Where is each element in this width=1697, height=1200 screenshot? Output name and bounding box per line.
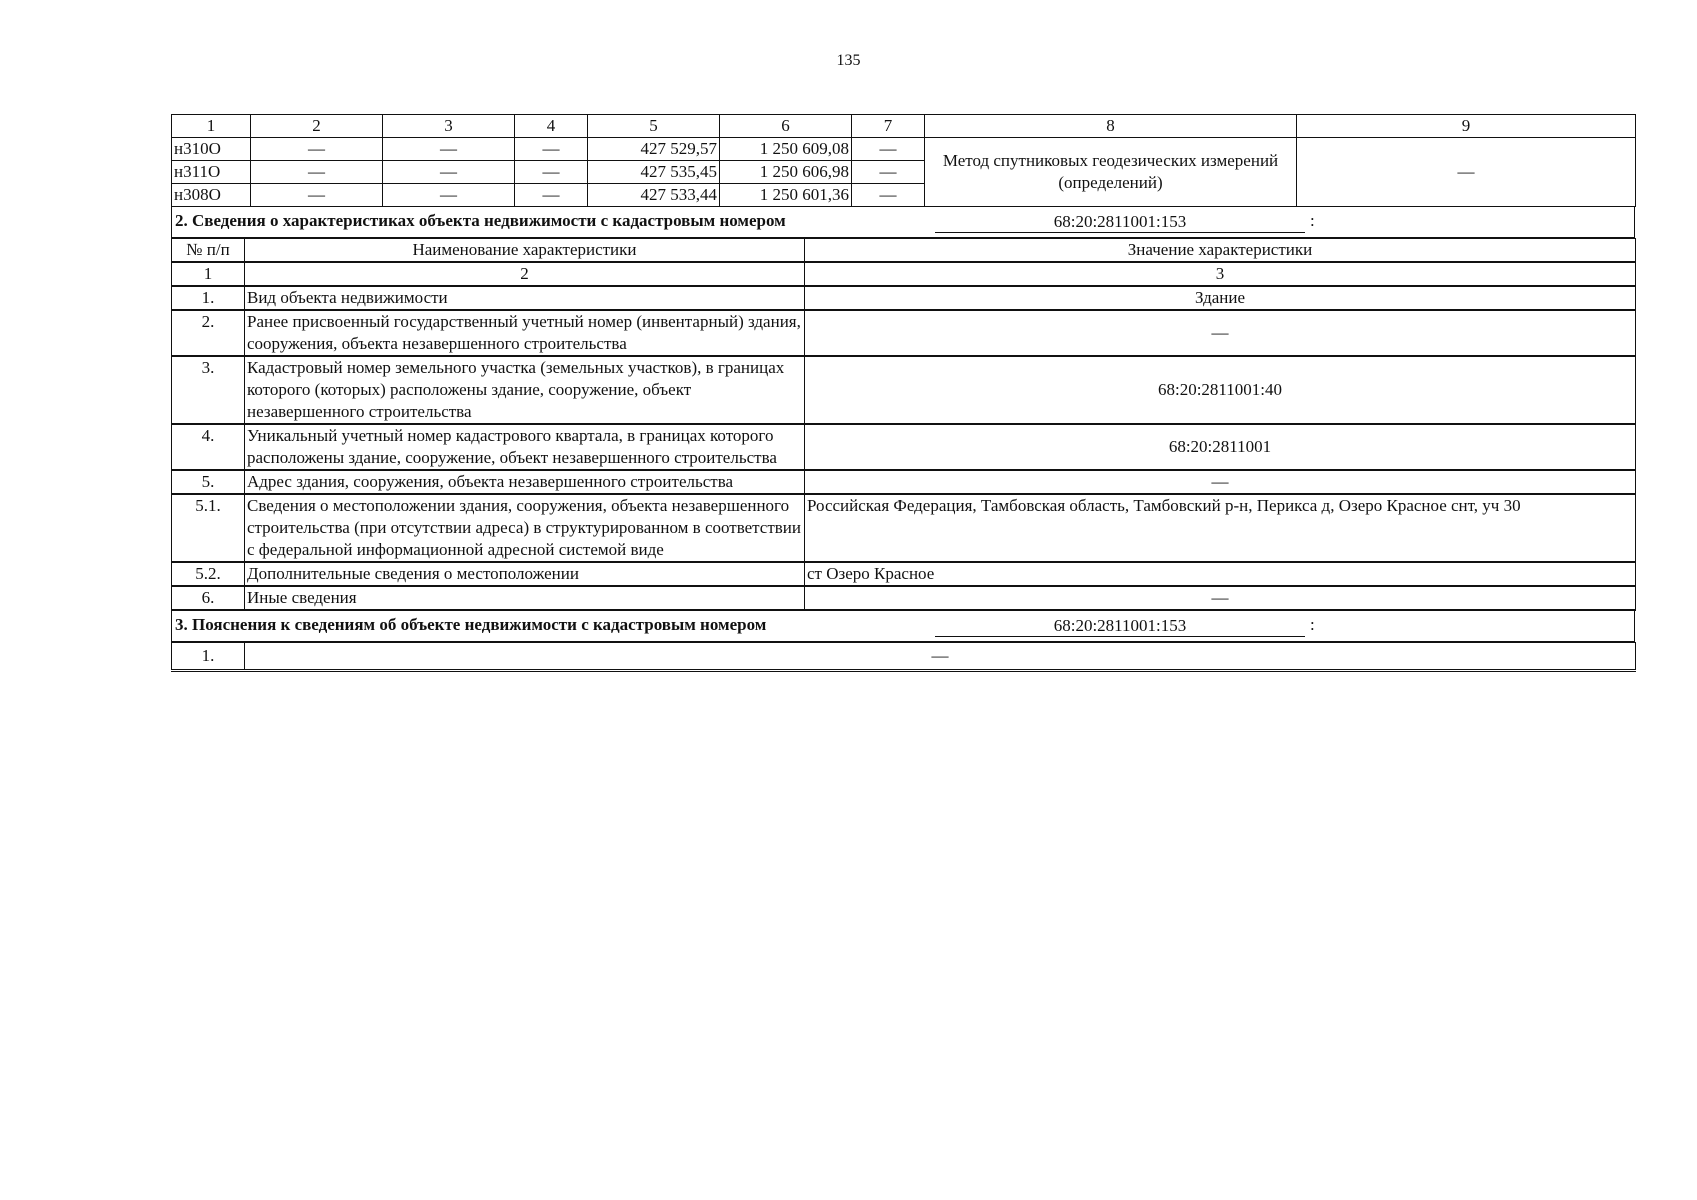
characteristic-value: 68:20:2811001: [805, 424, 1636, 470]
header-cell: 9: [1297, 115, 1636, 138]
point-id: н311О: [172, 161, 251, 184]
coord-x: 427 533,44: [588, 184, 720, 207]
row-number: 1.: [172, 286, 245, 310]
coord-y: 1 250 601,36: [720, 184, 852, 207]
document-body: [171, 114, 1635, 672]
page-number: 135: [836, 52, 861, 69]
notes-table: [171, 642, 1636, 672]
table-row: [172, 310, 1636, 356]
section-2-colon: :: [1310, 211, 1315, 230]
characteristic-name: Ранее присвоенный государственный учетный номер (инвентарный) здания, сооружения, объекта незавершенного строительства: [245, 310, 805, 356]
section-3-colon: :: [1310, 615, 1315, 634]
dash-cell: —: [515, 138, 588, 161]
dash-cell: —: [515, 161, 588, 184]
characteristic-value: Здание: [805, 286, 1636, 310]
coord-x: 427 529,57: [588, 138, 720, 161]
table-row: [172, 586, 1636, 610]
row-number: 1.: [172, 643, 245, 671]
section-3-title: 3. Пояснения к сведениям об объекте недвижимости с кадастровым номером: [175, 615, 767, 634]
table-row: [172, 286, 1636, 310]
characteristic-name: Дополнительные сведения о местоположении: [245, 562, 805, 586]
section-2-header: [171, 207, 1635, 238]
section-2-title: 2. Сведения о характеристиках объекта недвижимости с кадастровым номером: [175, 211, 786, 230]
dash-cell: —: [251, 184, 383, 207]
row-number: 5.: [172, 470, 245, 494]
characteristic-name: Уникальный учетный номер кадастрового квартала, в границах которого расположены здание, сооружение, объект незавершенного строительства: [245, 424, 805, 470]
characteristics-table: [171, 238, 1636, 611]
characteristic-name: Иные сведения: [245, 586, 805, 610]
characteristic-value: 68:20:2811001:40: [805, 356, 1636, 424]
header-cell: 5: [588, 115, 720, 138]
column-number: 2: [245, 262, 805, 286]
table-row: [172, 424, 1636, 470]
dash-cell: —: [383, 138, 515, 161]
coordinates-header-row: [172, 115, 1636, 138]
point-id: н310О: [172, 138, 251, 161]
table-row: [172, 356, 1636, 424]
characteristic-value: —: [805, 586, 1636, 610]
point-id: н308О: [172, 184, 251, 207]
table-row: [172, 643, 1636, 671]
section-2-cadastral-number: 68:20:2811001:153: [935, 211, 1305, 233]
dash-cell: —: [852, 161, 925, 184]
coord-y: 1 250 606,98: [720, 161, 852, 184]
header-cell: 1: [172, 115, 251, 138]
header-cell: 4: [515, 115, 588, 138]
table-row: [172, 562, 1636, 586]
dash-cell: —: [852, 184, 925, 207]
row-number: 4.: [172, 424, 245, 470]
characteristic-value: —: [805, 470, 1636, 494]
header-cell: Наименование характеристики: [245, 239, 805, 263]
dash-cell: —: [383, 161, 515, 184]
table-row: [172, 138, 1636, 161]
characteristic-name: Вид объекта недвижимости: [245, 286, 805, 310]
header-cell: 7: [852, 115, 925, 138]
header-cell: Значение характеристики: [805, 239, 1636, 263]
header-cell: 6: [720, 115, 852, 138]
dash-cell: —: [251, 161, 383, 184]
method-cell: Метод спутниковых геодезических измерений (определений): [925, 138, 1297, 207]
characteristics-header-row: [172, 239, 1636, 263]
column-number: 1: [172, 262, 245, 286]
characteristic-name: Сведения о местоположении здания, сооружения, объекта незавершенного строительства (при отсутствии адреса) в структурированном в соответствии с федеральной информационной адресной системой виде: [245, 494, 805, 562]
header-cell: 2: [251, 115, 383, 138]
row-number: 2.: [172, 310, 245, 356]
characteristic-name: Кадастровый номер земельного участка (земельных участков), в границах которого (которых) расположены здание, сооружение, объект незавершенного строительства: [245, 356, 805, 424]
dash-cell: —: [852, 138, 925, 161]
header-cell: № п/п: [172, 239, 245, 263]
column-number-row: [172, 262, 1636, 286]
section-3-cadastral-number: 68:20:2811001:153: [935, 615, 1305, 637]
column-number: 3: [805, 262, 1636, 286]
dash-cell: —: [515, 184, 588, 207]
characteristic-value: Российская Федерация, Тамбовская область, Тамбовский р-н, Перикса д, Озеро Красное снт, уч 30: [805, 494, 1636, 562]
row-number: 3.: [172, 356, 245, 424]
col9-cell: —: [1297, 138, 1636, 207]
header-cell: 8: [925, 115, 1297, 138]
dash-cell: —: [383, 184, 515, 207]
table-row: [172, 494, 1636, 562]
row-number: 6.: [172, 586, 245, 610]
coordinates-table: [171, 114, 1636, 207]
header-cell: 3: [383, 115, 515, 138]
characteristic-value: ст Озеро Красное: [805, 562, 1636, 586]
row-number: 5.2.: [172, 562, 245, 586]
section-3-header: [171, 611, 1635, 642]
dash-cell: —: [251, 138, 383, 161]
table-row: [172, 470, 1636, 494]
characteristic-value: —: [805, 310, 1636, 356]
coord-x: 427 535,45: [588, 161, 720, 184]
characteristic-name: Адрес здания, сооружения, объекта незавершенного строительства: [245, 470, 805, 494]
note-text: —: [245, 643, 1636, 671]
row-number: 5.1.: [172, 494, 245, 562]
coord-y: 1 250 609,08: [720, 138, 852, 161]
